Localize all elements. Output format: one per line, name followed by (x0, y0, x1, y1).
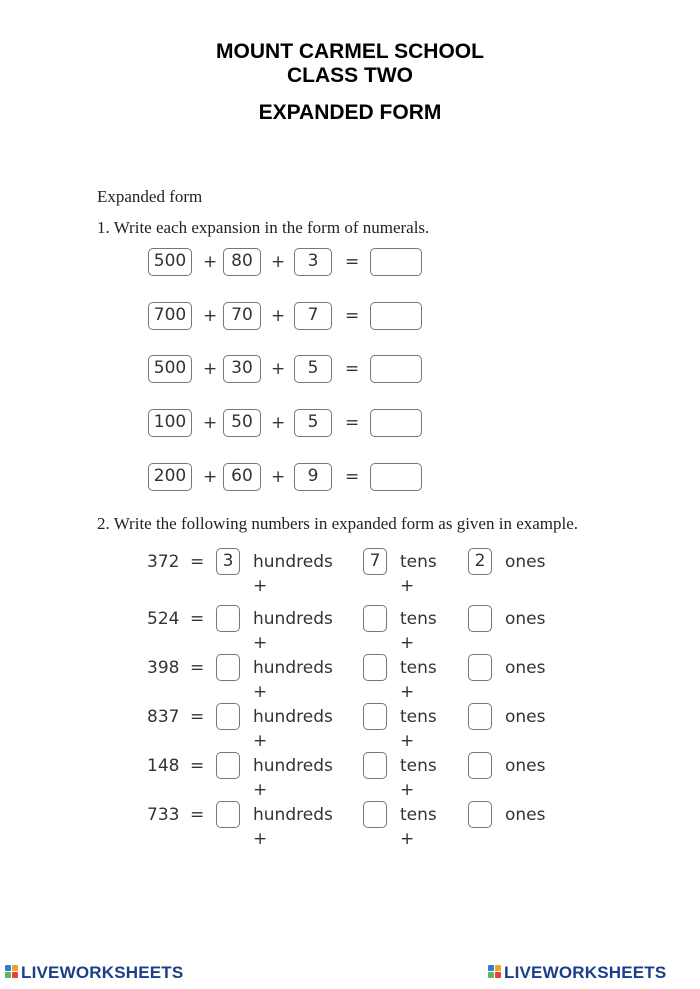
plus-sign: + (271, 306, 286, 326)
hundreds-input[interactable] (216, 703, 240, 730)
hundreds-input[interactable] (216, 752, 240, 779)
answer-box[interactable] (370, 355, 422, 383)
liveworksheets-icon (5, 965, 19, 979)
ones-value: 5 (294, 355, 332, 383)
tens-input[interactable] (363, 801, 387, 828)
hundreds-label: hundreds + (253, 609, 333, 653)
tens-label: tens + (400, 658, 437, 702)
equals-sign: = (345, 413, 360, 433)
equals-sign: = (190, 609, 205, 629)
tens-input[interactable] (363, 654, 387, 681)
ones-value: 7 (294, 302, 332, 330)
ones-label: ones (505, 658, 546, 678)
tens-label: tens + (400, 707, 437, 751)
ones-input[interactable] (468, 801, 492, 828)
brand-label: LIVEWORKSHEETS (21, 963, 184, 982)
tens-value: 80 (223, 248, 261, 276)
ones-label: ones (505, 805, 546, 825)
ones-input[interactable] (468, 752, 492, 779)
answer-box[interactable] (370, 248, 422, 276)
q1-instruction: 1. Write each expansion in the form of numerals. (97, 218, 430, 237)
number-label: 148 (147, 756, 180, 776)
hundreds-value: 700 (148, 302, 192, 330)
ones-label: ones (505, 609, 546, 629)
equals-sign: = (190, 756, 205, 776)
number-label: 837 (147, 707, 180, 727)
ones-input[interactable] (468, 605, 492, 632)
hundreds-input[interactable] (216, 654, 240, 681)
tens-value: 60 (223, 463, 261, 491)
ones-label: ones (505, 552, 546, 572)
hundreds-value: 200 (148, 463, 192, 491)
brand-label: LIVEWORKSHEETS (504, 963, 667, 982)
hundreds-label: hundreds + (253, 552, 333, 596)
plus-sign: + (203, 467, 218, 487)
hundreds-input[interactable] (216, 605, 240, 632)
hundreds-value: 500 (148, 248, 192, 276)
plus-sign: + (271, 467, 286, 487)
liveworksheets-icon (488, 965, 502, 979)
plus-sign: + (203, 413, 218, 433)
ones-label: ones (505, 756, 546, 776)
tens-label: tens + (400, 805, 437, 849)
class-name: CLASS TWO (287, 64, 413, 87)
equals-sign: = (190, 707, 205, 727)
liveworksheets-logo-right[interactable] (488, 963, 666, 983)
plus-sign: + (271, 359, 286, 379)
hundreds-label: hundreds + (253, 805, 333, 849)
equals-sign: = (190, 805, 205, 825)
hundreds-value: 500 (148, 355, 192, 383)
equals-sign: = (345, 306, 360, 326)
tens-label: tens + (400, 552, 437, 596)
tens-label: tens + (400, 756, 437, 800)
hundreds-input[interactable] (216, 801, 240, 828)
ones-value: 5 (294, 409, 332, 437)
plus-sign: + (203, 359, 218, 379)
section-title: Expanded form (97, 187, 203, 206)
hundreds-label: hundreds + (253, 658, 333, 702)
equals-sign: = (345, 359, 360, 379)
equals-sign: = (190, 658, 205, 678)
tens-value: 30 (223, 355, 261, 383)
worksheet-topic: EXPANDED FORM (258, 101, 442, 124)
plus-sign: + (203, 306, 218, 326)
plus-sign: + (203, 252, 218, 272)
tens-label: tens + (400, 609, 437, 653)
school-name: MOUNT CARMEL SCHOOL (216, 40, 484, 63)
number-label: 524 (147, 609, 180, 629)
tens-input[interactable] (363, 752, 387, 779)
number-label: 733 (147, 805, 180, 825)
equals-sign: = (190, 552, 205, 572)
ones-label: ones (505, 707, 546, 727)
tens-value: 50 (223, 409, 261, 437)
liveworksheets-logo-left[interactable] (5, 963, 183, 983)
answer-box[interactable] (370, 302, 422, 330)
hundreds-label: hundreds + (253, 707, 333, 751)
tens-input[interactable] (363, 605, 387, 632)
answer-box[interactable] (370, 463, 422, 491)
plus-sign: + (271, 413, 286, 433)
ones-input[interactable] (468, 654, 492, 681)
tens-input[interactable] (363, 703, 387, 730)
tens-value: 70 (223, 302, 261, 330)
hundreds-digit: 3 (216, 548, 240, 575)
answer-box[interactable] (370, 409, 422, 437)
q2-instruction: 2. Write the following numbers in expanded form as given in example. (97, 514, 579, 533)
plus-sign: + (271, 252, 286, 272)
ones-value: 3 (294, 248, 332, 276)
hundreds-label: hundreds + (253, 756, 333, 800)
ones-value: 9 (294, 463, 332, 491)
number-label: 398 (147, 658, 180, 678)
ones-digit: 2 (468, 548, 492, 575)
hundreds-value: 100 (148, 409, 192, 437)
tens-digit: 7 (363, 548, 387, 575)
number-label: 372 (147, 552, 180, 572)
ones-input[interactable] (468, 703, 492, 730)
equals-sign: = (345, 252, 360, 272)
equals-sign: = (345, 467, 360, 487)
